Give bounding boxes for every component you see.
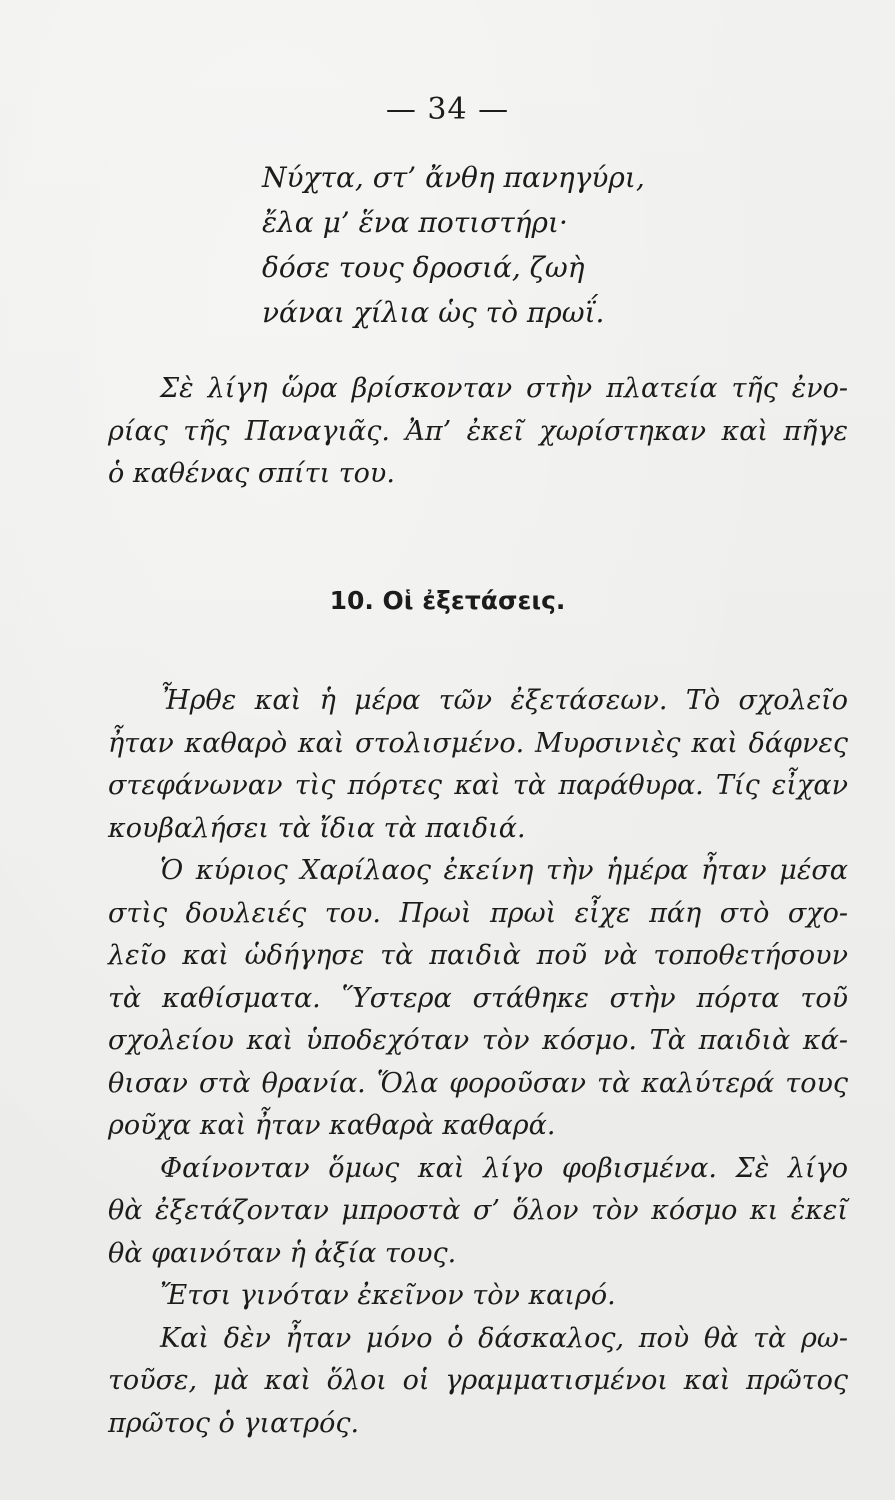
poem-stanza — [262, 155, 645, 335]
text-line: ἦταν καθαρὸ καὶ στολισμένο. Μυρσινιὲς καὶ δάφνες — [108, 727, 848, 759]
poem-line: δόσε τους δροσιά, ζωὴ — [262, 251, 585, 284]
text-line: θὰ ἐξετάζονταν μπροστὰ σ’ ὅλον τὸν κόσμο κι ἐκεῖ — [108, 1195, 848, 1226]
poem-line: ἔλα μ’ ἕνα ποτιστήρι· — [262, 206, 568, 239]
text-line: Ἔτσι γινόταν ἐκεῖνον τὸν καιρό. — [160, 1280, 616, 1311]
text-line: θισαν στὰ θρανία. Ὅλα φοροῦσαν τὰ καλύτερά τους — [108, 1067, 848, 1099]
text-line: ροῦχα καὶ ἦταν καθαρὰ καθαρά. — [108, 1110, 556, 1141]
text-line: Καὶ δὲν ἦταν μόνο ὁ δάσκαλος, ποὺ θὰ τὰ ρω- — [160, 1322, 848, 1354]
section-body — [108, 680, 848, 1445]
text-line: στὶς δουλειές του. Πρωὶ πρωὶ εἶχε πάη στὸ σχο- — [108, 897, 848, 929]
text-line: στεφάνωναν τὶς πόρτες καὶ τὰ παράθυρα. Τίς εἶχαν — [108, 770, 848, 801]
paragraph-arrival — [108, 368, 848, 496]
text-line: Σὲ λίγη ὥρα βρίσκονταν στὴν πλατεία τῆς ἐνο- — [160, 373, 848, 404]
page-number: — 34 — — [385, 92, 510, 127]
poem-line: Νύχτα, στ’ ἄνθη πανηγύρι, — [262, 161, 645, 194]
text-line: ρίας τῆς Παναγιᾶς. Ἀπ’ ἐκεῖ χωρίστηκαν καὶ πῆγε — [108, 415, 848, 447]
poem-line: νάναι χίλια ὡς τὸ πρωΐ. — [262, 296, 605, 329]
text-line: θὰ φαινόταν ἡ ἀξία τους. — [108, 1237, 457, 1269]
text-line: Ἦρθε καὶ ἡ μέρα τῶν ἐξετάσεων. Τὸ σχολεῖο — [160, 685, 848, 716]
text-line: τοῦσε, μὰ καὶ ὅλοι οἱ γραμματισμένοι καὶ πρῶτος — [108, 1365, 848, 1396]
text-line: σχολείου καὶ ὑποδεχόταν τὸν κόσμο. Τὰ παιδιὰ κά- — [108, 1025, 848, 1056]
text-line: λεῖο καὶ ὡδήγησε τὰ παιδιὰ ποῦ νὰ τοποθετήσουν — [108, 940, 848, 971]
text-line: Ὁ κύριος Χαρίλαος ἐκείνη τὴν ἡμέρα ἦταν μέσα — [160, 855, 848, 886]
text-line: πρῶτος ὁ γιατρός. — [108, 1407, 360, 1439]
text-line: Φαίνονταν ὅμως καὶ λίγο φοβισμένα. Σὲ λίγο — [160, 1152, 848, 1184]
text-line: τὰ καθίσματα. Ὕστερα στάθηκε στὴν πόρτα τοῦ — [108, 982, 848, 1014]
section-heading: 10. Οἱ ἐξετάσεις. — [329, 586, 566, 615]
text-line: ὁ καθένας σπίτι του. — [108, 458, 395, 489]
text-line: κουβαλήσει τὰ ἴδια τὰ παιδιά. — [108, 812, 526, 844]
